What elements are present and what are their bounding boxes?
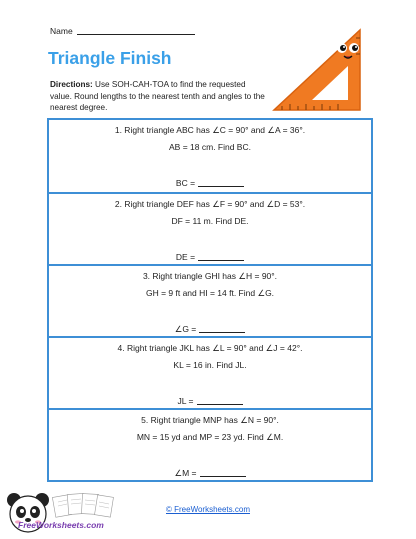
problem-4-answer — [49, 396, 371, 406]
problem-5-statement: 5. Right triangle MNP has ∠N = 90°. — [141, 415, 279, 425]
problem-2-given: DF = 11 m. Find DE. — [171, 216, 249, 226]
problem-2-answer — [49, 252, 371, 262]
directions-label: Directions: — [50, 80, 93, 89]
problem-2 — [49, 192, 371, 264]
problem-1-given: AB = 18 cm. Find BC. — [169, 142, 251, 152]
problem-4-given: KL = 16 in. Find JL. — [173, 360, 247, 370]
problem-1-statement: 1. Right triangle ABC has ∠C = 90° and ∠A = 36°. — [114, 125, 306, 135]
problem-4-statement: 4. Right triangle JKL has ∠L = 90° and ∠J = 42°. — [117, 343, 303, 353]
directions-text: Use SOH-CAH-TOA to find the requested value. Round lengths to the nearest tenth and angles to the nearest degree. — [50, 80, 265, 112]
footer-link[interactable]: © FreeWorksheets.com — [166, 505, 250, 514]
problem-5-answer-blank[interactable] — [200, 476, 246, 477]
problem-3 — [49, 264, 371, 336]
page-title: Triangle Finish — [48, 48, 172, 68]
problem-5-answer-label: ∠M = — [174, 468, 197, 478]
problem-2-answer-label: DE = — [175, 252, 196, 262]
problem-5-answer — [49, 468, 371, 479]
triangle-ruler-mascot-icon — [268, 26, 368, 112]
name-line — [77, 34, 195, 35]
problem-4 — [49, 336, 371, 408]
problem-3-answer — [49, 324, 371, 335]
problem-3-given: GH = 9 ft and HI = 14 ft. Find ∠G. — [145, 288, 275, 298]
problem-1 — [49, 120, 371, 192]
logo-text: FreeWorksheets.com — [18, 520, 104, 530]
problem-3-statement: 3. Right triangle GHI has ∠H = 90°. — [142, 271, 278, 281]
problem-5 — [49, 408, 371, 482]
problem-3-answer-label: ∠G = — [174, 324, 197, 334]
problems-box — [47, 118, 373, 482]
name-row — [50, 26, 195, 36]
problem-3-answer-blank[interactable] — [199, 332, 245, 333]
problem-1-answer-label: BC = — [175, 178, 196, 188]
name-label: Name — [50, 26, 73, 36]
problem-5-given: MN = 15 yd and MP = 23 yd. Find ∠M. — [136, 432, 284, 442]
problem-2-statement: 2. Right triangle DEF has ∠F = 90° and ∠D = 53°. — [114, 199, 306, 209]
problem-1-answer — [49, 178, 371, 188]
problem-2-answer-blank[interactable] — [198, 260, 244, 261]
problem-1-answer-blank[interactable] — [198, 186, 244, 187]
problem-4-answer-blank[interactable] — [197, 404, 243, 405]
problem-4-answer-label: JL = — [177, 396, 194, 406]
directions — [50, 79, 265, 114]
panda-logo-icon — [4, 490, 144, 538]
